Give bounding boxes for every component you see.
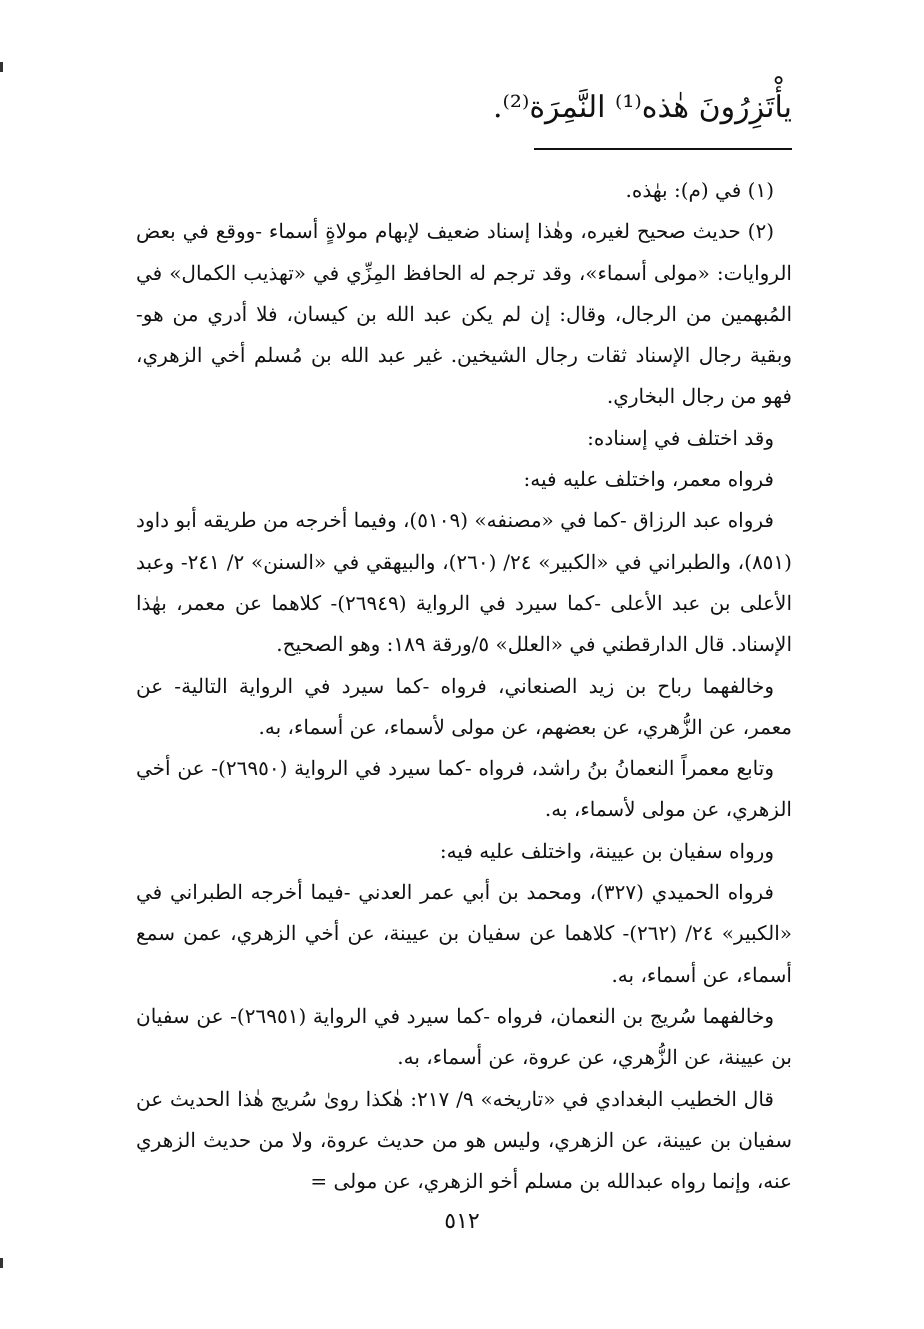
footnote-paragraph: وخالفهما رباح بن زيد الصنعاني، فرواه -كما سيرد في الرواية التالية- عن معمر، عن الزُّهري، عن بعضهم، عن مولى لأسماء، عن أسماء، به. xyxy=(136,673,792,739)
footnote-paragraph: وقد اختلف في إسناده: xyxy=(587,425,774,450)
footnote-paragraph: وتابع معمراً النعمانُ بنُ راشد، فرواه -كما سيرد في الرواية (٢٦٩٥٠)- عن أخي الزهري، عن مولى لأسماء، به. xyxy=(136,756,792,822)
footnotes-block xyxy=(136,170,792,1202)
scan-edge-mark xyxy=(0,62,3,72)
footnote-paragraph: وخالفهما سُريج بن النعمان، فرواه -كما سيرد في الرواية (٢٦٩٥١)- عن سفيان بن عيينة، عن الزُّهري، عن عروة، عن أسماء، به. xyxy=(136,1003,792,1070)
footnote-1: (١) في (م): بهٰذه. xyxy=(625,178,774,202)
footnote-separator xyxy=(534,148,792,150)
footnote-paragraph: فرواه عبد الرزاق -كما في «مصنفه» (٥١٠٩)، وفيما أخرجه من طريقه أبو داود (٨٥١)، والطبراني في «الكبير» ٢٤/ (٢٦٠)، والبيهقي في «السنن» ٢/ ٢٤١- وعبد الأعلى بن عبد الأعلى -كما سيرد في الرواية (٢٦٩٤٩)- كلاهما عن معمر، بهٰذا الإسناد. قال الدارقطني في «العلل» ٥/ورقة ١٨٩: وهو الصحيح. xyxy=(136,508,793,657)
scan-edge-mark xyxy=(0,1258,3,1268)
main-text-line: يأْتَزِرُونَ هٰذه⁽¹⁾ النَّمِرَة⁽²⁾. xyxy=(493,90,792,125)
footnote-paragraph: قال الخطيب البغدادي في «تاريخه» ٩/ ٢١٧: هٰكذا روىٰ سُريج هٰذا الحديث عن سفيان بن عيينة، عن الزهري، وليس هو من حديث عروة، ولا من حديث الزهري عنه، وإنما رواه عبدالله بن مسلم أخو الزهري، عن مولى = xyxy=(136,1086,792,1194)
footnote-paragraph: فرواه معمر، واختلف عليه فيه: xyxy=(523,467,774,492)
footnote-paragraph: فرواه الحميدي (٣٢٧)، ومحمد بن أبي عمر العدني -فيما أخرجه الطبراني في «الكبير» ٢٤/ (٢٦٢)- كلاهما عن سفيان بن عيينة، عن أخي الزهري، عمن سمع أسماء، عن أسماء، به. xyxy=(136,880,792,987)
page-number: ٥١٢ xyxy=(444,1209,480,1234)
footnote-paragraph: ورواه سفيان بن عيينة، واختلف عليه فيه: xyxy=(439,838,774,863)
footnote-2: (٢) حديث صحيح لغيره، وهٰذا إسناد ضعيف لإبهام مولاةٍ أسماء -ووقع في بعض الروايات: «مولى أسماء»، وقد ترجم له الحافظ المِزِّي في «تهذيب الكمال» في المُبهمين من الرجال، وقال: إن لم يكن عبد الله بن كيسان، فلا أدري من هو- وبقية رجال الإسناد ثقات رجال الشيخين. غير عبد الله بن مُسلم أخي الزهري، فهو من رجال البخاري. xyxy=(136,219,792,409)
